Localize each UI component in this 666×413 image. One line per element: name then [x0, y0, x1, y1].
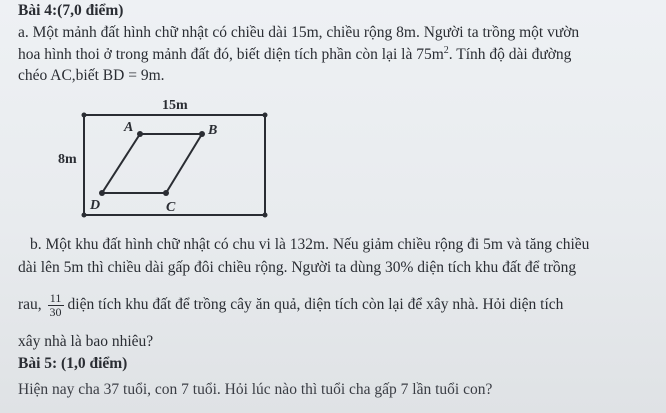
width-label: 8m: [58, 152, 77, 167]
problem4a-line1: a. Một mảnh đất hình chữ nhật có chiều dài 15m, chiều rộng 8m. Người ta trồng một vườn: [18, 24, 580, 41]
corner-dot: [82, 213, 87, 218]
vertex-label-a: A: [124, 120, 134, 135]
problem4b-line3: [18, 292, 563, 319]
vertex-dot-c: [163, 190, 169, 196]
problem4-title: Bài 4:(7,0 điểm): [18, 2, 124, 19]
problem4b-line1: b. Một khu đất hình chữ nhật có chu vi là 132m. Nếu giảm chiều rộng đi 5m và tăng chiều: [30, 236, 590, 253]
fraction-numerator: 11: [48, 292, 64, 306]
corner-dot: [82, 113, 87, 118]
corner-dot: [263, 113, 268, 118]
fraction-denominator: 30: [49, 305, 62, 319]
problem4b-line4: xây nhà là bao nhiêu?: [18, 333, 154, 350]
vertex-label-d: D: [90, 198, 101, 213]
problem4b-line3-prefix: rau,: [18, 296, 42, 314]
problem4a-line2-text: hoa hình thoi ở trong mảnh đất đó, biết diện tích phần còn lại là 75m: [18, 46, 444, 63]
vertex-dot-d: [99, 190, 105, 196]
problem5-title: Bài 5: (1,0 điểm): [18, 355, 128, 372]
vertex-label-b: B: [208, 123, 218, 138]
problem4b-line2: dài lên 5m thì chiều dài gấp đôi chiều rộng. Người ta dùng 30% diện tích khu đất để trồng: [18, 259, 577, 276]
vertex-dot-b: [199, 131, 205, 137]
corner-dot: [263, 213, 268, 218]
problem5-line1: Hiện nay cha 37 tuổi, con 7 tuổi. Hỏi lúc nào thì tuổi cha gấp 7 lần tuổi con?: [18, 381, 493, 398]
fraction-eleven-thirtieths: [48, 292, 64, 319]
superscript-two: 2: [443, 44, 449, 56]
vertex-label-c: C: [166, 200, 176, 215]
length-label: 15m: [162, 98, 188, 113]
vertex-dot-a: [137, 131, 143, 137]
problem4a-line3: chéo AC,biết BD = 9m.: [18, 67, 165, 84]
problem4b-line3-rest: diện tích khu đất để trồng cây ăn quả, diện tích còn lại để xây nhà. Hỏi diện tích: [67, 296, 564, 314]
problem4a-line2-tail: . Tính độ dài đường: [448, 46, 572, 63]
rhombus-abcd: [102, 134, 202, 193]
